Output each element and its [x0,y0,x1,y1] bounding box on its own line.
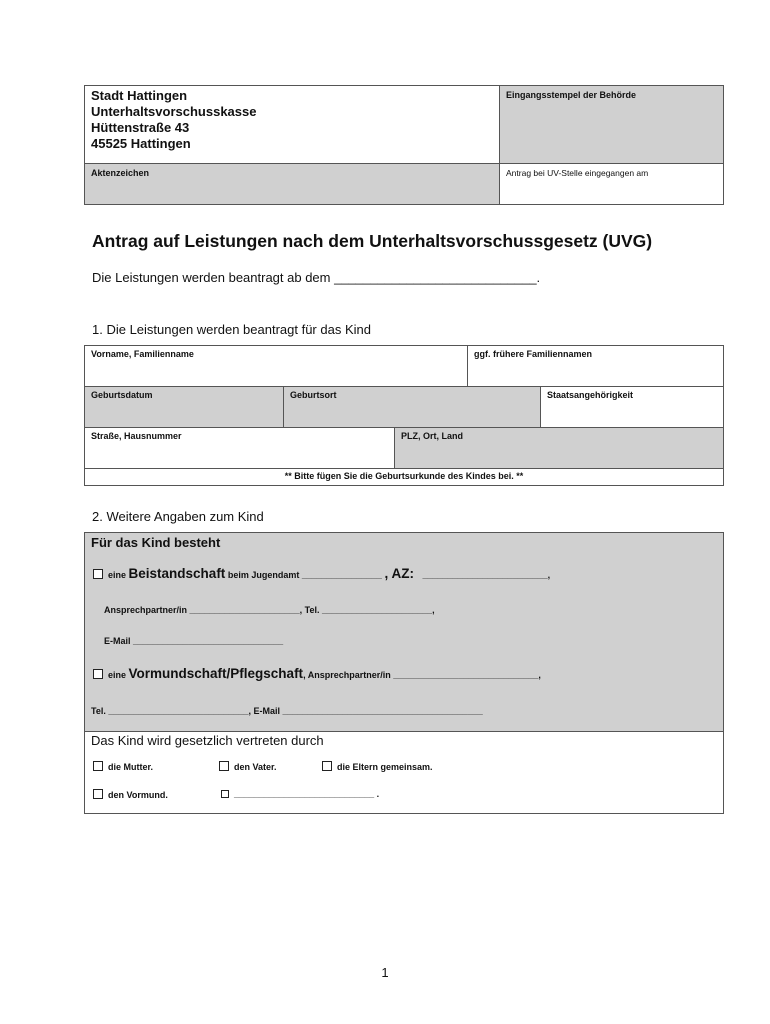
vormundschaft-pre: eine [108,670,127,680]
page-number: 1 [381,965,389,980]
mother-checkbox[interactable] [93,761,103,771]
other-line[interactable]: ____________________________ . [234,789,380,799]
start-date-line[interactable]: Die Leistungen werden beantragt ab dem ____________________________. [92,270,541,285]
vormundschaft-row [93,666,541,681]
stamp-box [499,85,724,164]
address-line-2: Unterhaltsvorschusskasse [91,104,257,119]
birthdate-label: Geburtsdatum [91,390,153,400]
mother-label: die Mutter. [108,762,154,772]
city-label: PLZ, Ort, Land [401,431,463,441]
birth-certificate-note-box [84,468,724,486]
az-line[interactable]: _________________________, [422,570,551,580]
beistandschaft-row [93,566,550,581]
file-number-box[interactable] [84,163,500,205]
vormundschaft-label: Vormundschaft/Pflegschaft [128,666,304,681]
section2-heading: 2. Weitere Angaben zum Kind [92,509,264,524]
page-title: Antrag auf Leistungen nach dem Unterhaltsvorschussgesetz (UVG) [92,231,653,251]
representation-heading: Das Kind wird gesetzlich vertreten durch [91,733,324,748]
address-line-3: Hüttenstraße 43 [91,120,190,135]
child-name-field[interactable] [84,345,468,387]
received-date-box[interactable] [499,163,724,205]
vormundschaft-checkbox[interactable] [93,669,103,679]
az-label: , AZ: [384,566,414,581]
option-father [219,761,277,772]
guardian-label: den Vormund. [108,790,168,800]
parents-label: die Eltern gemeinsam. [337,762,433,772]
birthplace-field[interactable] [283,386,541,428]
birth-certificate-note: ** Bitte fügen Sie die Geburtsurkunde des Kindes bei. ** [284,471,524,481]
city-field[interactable] [394,427,724,469]
file-number-label: Aktenzeichen [91,168,150,178]
option-parents [322,761,433,772]
beistandschaft-checkbox[interactable] [93,569,103,579]
father-label: den Vater. [234,762,277,772]
vormund-contact-line[interactable]: , Ansprechpartner/in _____________________________, [303,670,541,680]
street-label: Straße, Hausnummer [91,431,182,441]
vormund-tel-email-line[interactable]: Tel. ____________________________, E-Mail ________________________________________ [91,706,483,716]
other-checkbox[interactable] [221,790,229,798]
stamp-label: Eingangsstempel der Behörde [506,90,637,100]
header-address-box [84,85,500,164]
beistand-email-line[interactable]: E-Mail ______________________________ [104,636,284,646]
custody-heading: Für das Kind besteht [91,535,221,550]
guardian-checkbox[interactable] [93,789,103,799]
received-date-label: Antrag bei UV-Stelle eingegangen am [506,168,649,178]
former-names-field[interactable] [467,345,724,387]
address-line-1: Stadt Hattingen [91,88,188,103]
former-names-label: ggf. frühere Familiennamen [474,349,593,359]
beistandschaft-pre: eine [108,570,127,580]
address-block [91,88,256,152]
nationality-field[interactable] [540,386,724,428]
section1-heading: 1. Die Leistungen werden beantragt für das Kind [92,322,371,337]
beistand-contact-line[interactable]: Ansprechpartner/in ______________________, Tel. ______________________, [104,605,435,615]
option-other [221,789,379,799]
beistandschaft-label: Beistandschaft [128,566,226,581]
option-guardian [93,789,168,800]
custody-box [84,532,724,732]
birthdate-field[interactable] [84,386,284,428]
nationality-label: Staatsangehörigkeit [547,390,634,400]
jugendamt-line[interactable]: beim Jugendamt ________________ [227,570,382,580]
option-mother [93,761,153,772]
street-field[interactable] [84,427,395,469]
address-line-4: 45525 Hattingen [91,136,191,151]
father-checkbox[interactable] [219,761,229,771]
birthplace-label: Geburtsort [290,390,337,400]
representation-box [84,731,724,814]
child-name-label: Vorname, Familienname [91,349,194,359]
parents-checkbox[interactable] [322,761,332,771]
